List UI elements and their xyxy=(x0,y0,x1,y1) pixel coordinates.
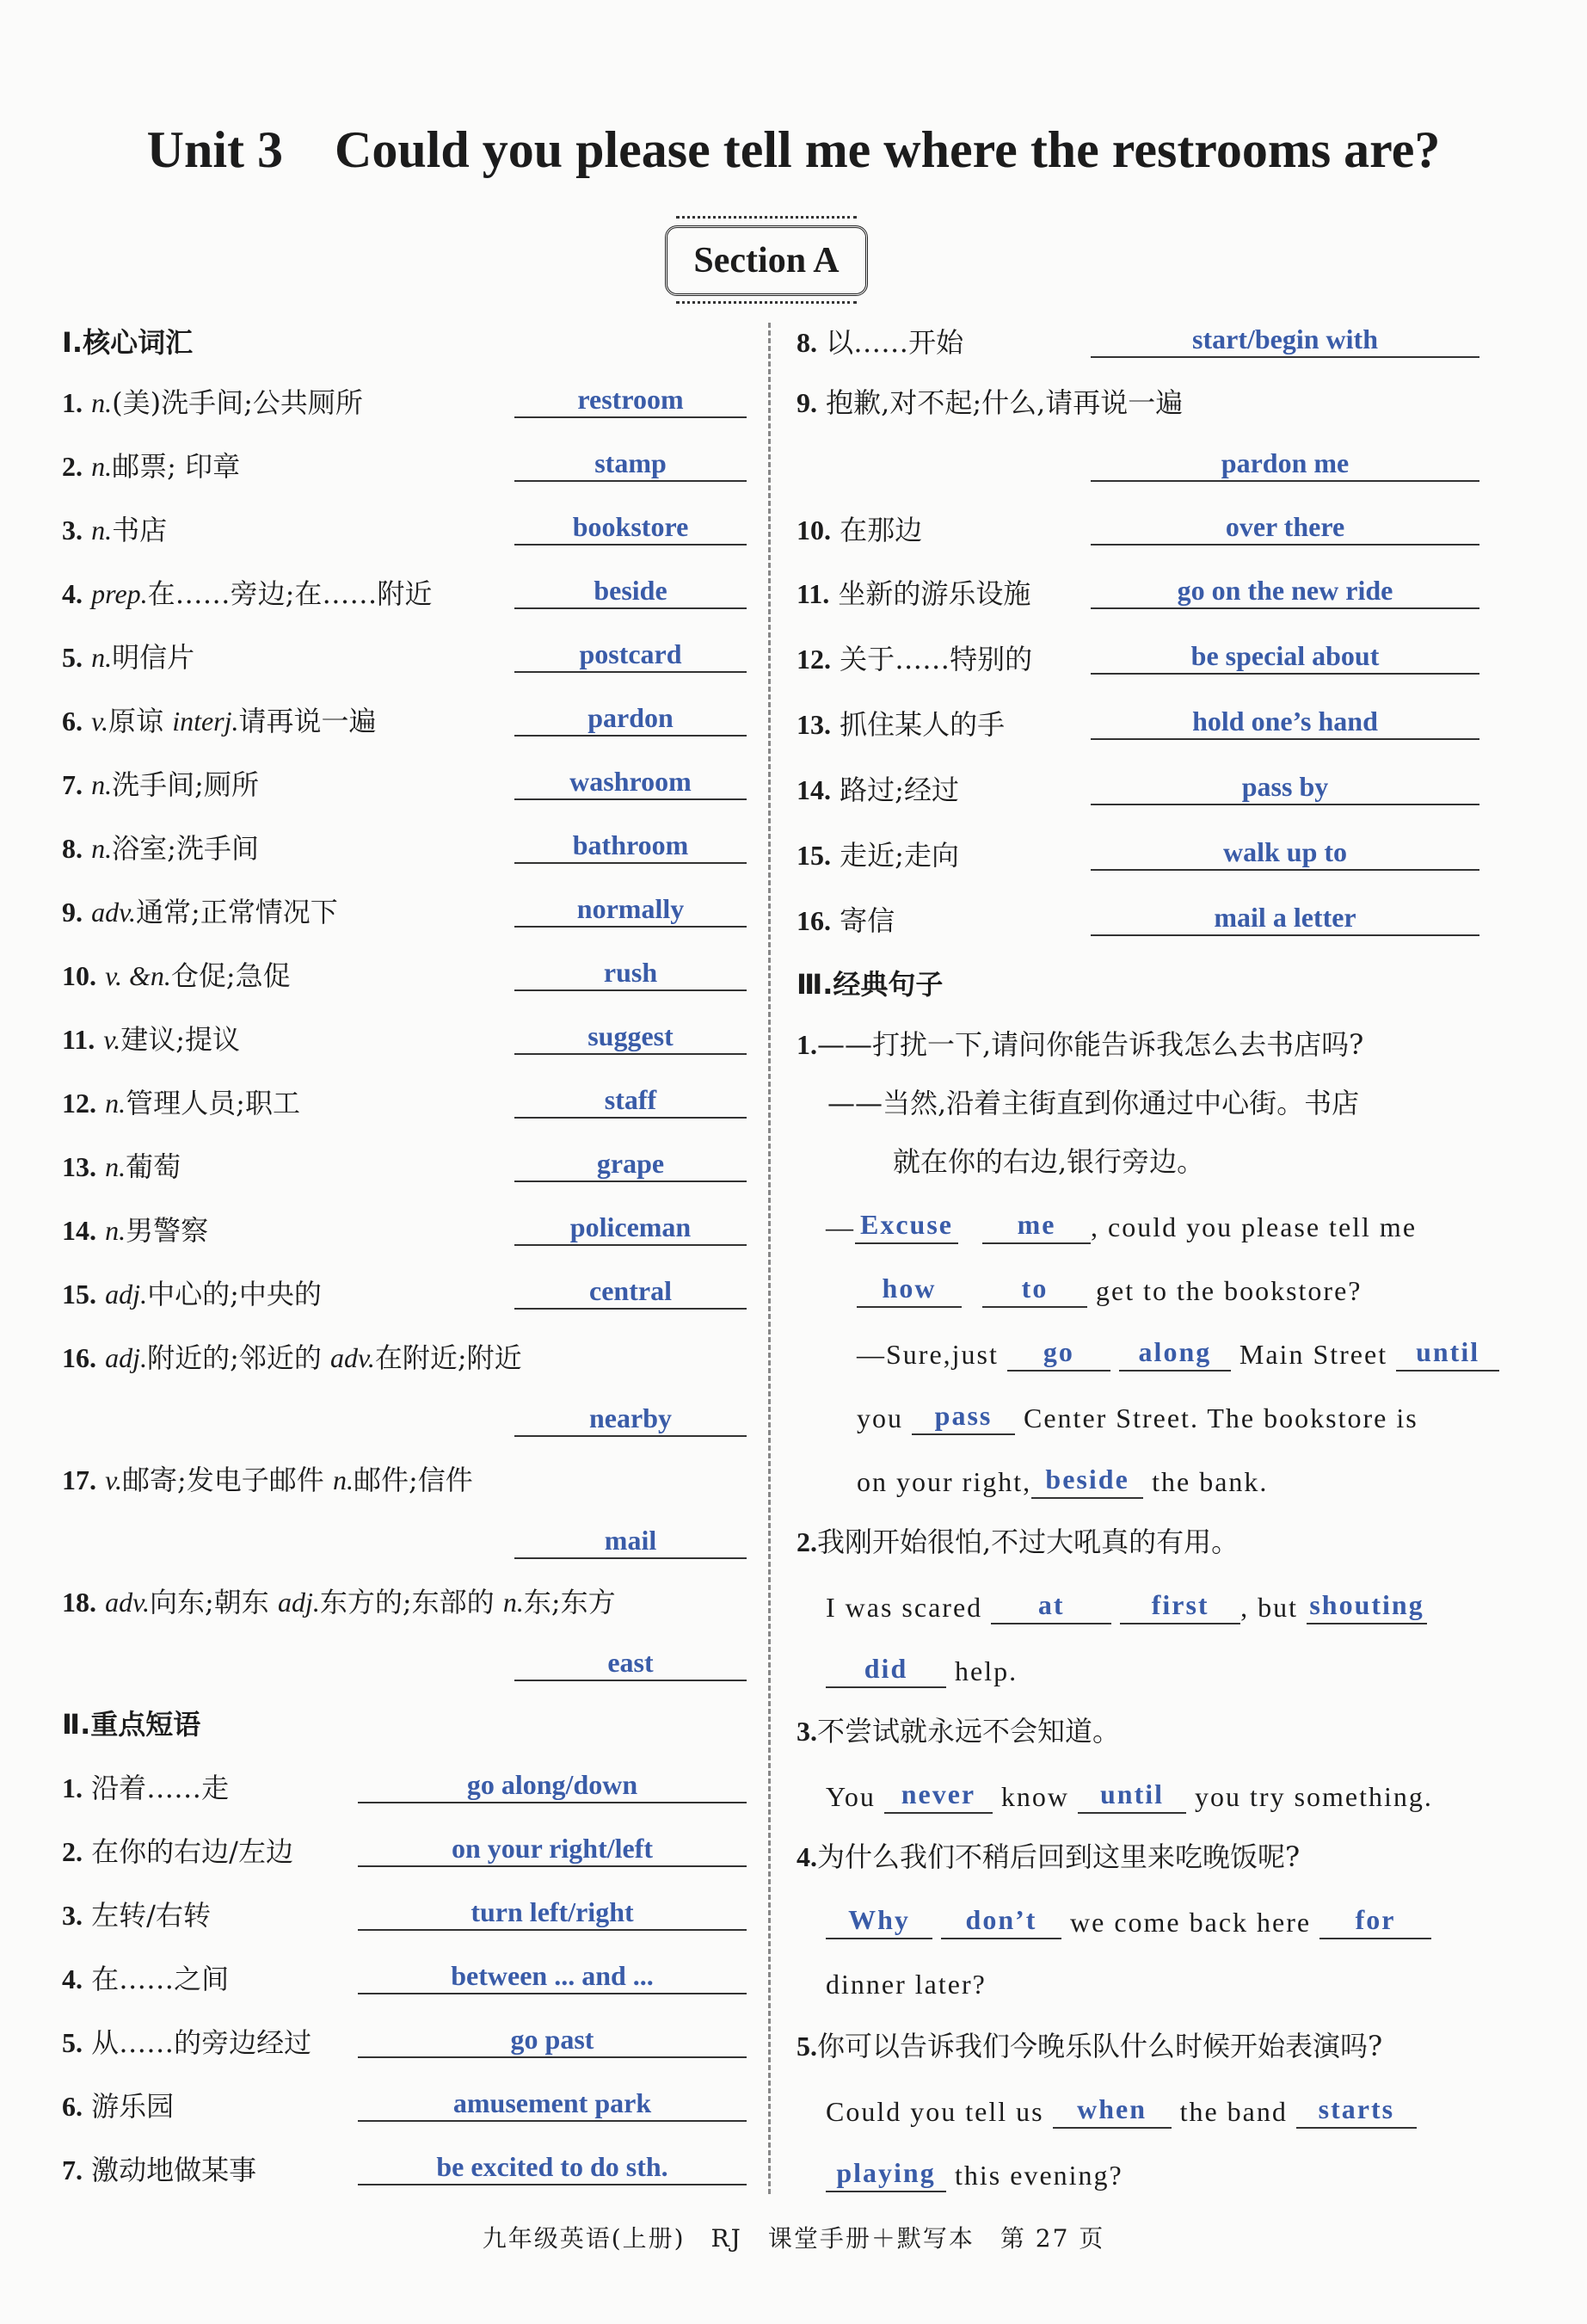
vocab-item: 4. prep.在……旁边;在……附近 xyxy=(62,577,433,610)
unit-label: Unit 3 xyxy=(146,121,283,178)
vocab-item: 5. n.明信片 xyxy=(62,641,195,674)
sentence-en: Why don’t we come back here for xyxy=(826,1903,1431,1939)
vocab-answer[interactable]: washroom xyxy=(514,764,747,800)
sentence-en: you pass Center Street. The bookstore is xyxy=(857,1400,1418,1433)
vocab-answer[interactable]: east xyxy=(514,1645,747,1681)
sentence-en: — Excuse me , could you please tell me xyxy=(826,1209,1418,1242)
phrase-item: 4. 在……之间 xyxy=(62,1963,230,1995)
phrase-answer[interactable]: amusement park xyxy=(358,2086,747,2122)
sentence-en: I was scared at first , but shouting xyxy=(826,1588,1427,1624)
vocab-answer[interactable]: stamp xyxy=(514,446,747,482)
sentence-answer[interactable]: Why xyxy=(826,1903,932,1939)
vocab-answer[interactable]: beside xyxy=(514,573,747,609)
sentence-answer[interactable]: me xyxy=(982,1208,1091,1244)
vocab-item: 18. adv.向东;朝东 adj.东方的;东部的 n.东;东方 xyxy=(62,1586,616,1618)
phrase-answer[interactable]: start/begin with xyxy=(1091,322,1479,358)
phrase-answer[interactable]: on your right/left xyxy=(358,1831,747,1867)
sentence-answer[interactable]: first xyxy=(1120,1588,1240,1624)
sentence-answer[interactable]: pass xyxy=(912,1399,1015,1435)
vocab-answer[interactable]: nearby xyxy=(514,1401,747,1437)
phrase-item: 12. 关于……特别的 xyxy=(797,643,1033,675)
sentence-en: You never know until you try something. xyxy=(826,1778,1433,1812)
phrase-item: 15. 走近;走向 xyxy=(797,839,959,872)
phrase-answer[interactable]: be special about xyxy=(1091,638,1479,675)
vocab-item: 17. v.邮寄;发电子邮件 n.邮件;信件 xyxy=(62,1464,473,1496)
sentence-answer[interactable]: go xyxy=(1007,1335,1110,1372)
phrase-answer[interactable]: pardon me xyxy=(1091,446,1479,482)
sentence-zh: 就在你的右边,银行旁边。 xyxy=(893,1145,1205,1178)
phrase-item: 10. 在那边 xyxy=(797,514,923,546)
sentence-en: playing this evening? xyxy=(826,2156,1123,2192)
sentence-answer[interactable]: until xyxy=(1396,1335,1499,1372)
sentence-answer[interactable]: beside xyxy=(1031,1463,1143,1499)
vocab-item: 2. n.邮票; 印章 xyxy=(62,450,241,483)
sentence-answer[interactable]: did xyxy=(826,1652,946,1688)
sentence-en: did help. xyxy=(826,1652,1018,1688)
section-badge: Section A xyxy=(665,225,868,296)
phrase-item: 5. 从……的旁边经过 xyxy=(62,2026,312,2059)
phrase-item: 14. 路过;经过 xyxy=(797,774,959,806)
vocab-item: 9. adv.通常;正常情况下 xyxy=(62,896,338,928)
sentence-answer[interactable]: don’t xyxy=(941,1903,1061,1939)
vocab-item: 7. n.洗手间;厕所 xyxy=(62,768,259,801)
part3-heading: Ⅲ.经典句子 xyxy=(797,968,944,1001)
vocab-item: 1. n.(美)洗手间;公共厕所 xyxy=(62,386,363,419)
phrase-answer[interactable]: go on the new ride xyxy=(1091,573,1479,609)
sentence-zh: 2.我刚开始很怕,不过大吼真的有用。 xyxy=(797,1526,1239,1558)
phrase-item: 8. 以……开始 xyxy=(797,326,964,359)
sentence-zh: 1.——打扰一下,请问你能告诉我怎么去书店吗? xyxy=(797,1028,1364,1061)
sentence-en: Could you tell us when the band starts xyxy=(826,2093,1417,2129)
page-title xyxy=(0,120,1587,180)
part1-heading: Ⅰ.核心词汇 xyxy=(62,326,194,359)
phrase-item: 6. 游乐园 xyxy=(62,2090,175,2123)
vocab-answer[interactable]: bathroom xyxy=(514,828,747,864)
phrase-item: 11. 坐新的游乐设施 xyxy=(797,577,1031,610)
vocab-item: 12. n.管理人员;职工 xyxy=(62,1087,300,1119)
phrase-item: 2. 在你的右边/左边 xyxy=(62,1835,293,1868)
sentence-answer[interactable]: at xyxy=(991,1588,1111,1624)
phrase-item: 3. 左转/右转 xyxy=(62,1899,211,1932)
phrase-answer[interactable]: go past xyxy=(358,2022,747,2058)
phrase-answer[interactable]: be excited to do sth. xyxy=(358,2149,747,2185)
vocab-answer[interactable]: rush xyxy=(514,955,747,991)
phrase-item: 1. 沿着……走 xyxy=(62,1772,230,1804)
sentence-answer[interactable]: Excuse xyxy=(855,1208,958,1244)
phrase-item: 13. 抓住某人的手 xyxy=(797,708,1006,741)
phrase-answer[interactable]: turn left/right xyxy=(358,1895,747,1931)
sentence-answer[interactable]: never xyxy=(884,1778,993,1814)
sentence-answer[interactable]: to xyxy=(982,1272,1087,1308)
sentence-en: how to get to the bookstore? xyxy=(857,1272,1362,1308)
vocab-item: 14. n.男警察 xyxy=(62,1214,209,1247)
sentence-answer[interactable]: until xyxy=(1078,1778,1186,1814)
part2-heading: Ⅱ.重点短语 xyxy=(62,1708,201,1741)
sentence-answer[interactable]: playing xyxy=(826,2156,946,2192)
sentence-answer[interactable]: along xyxy=(1119,1335,1231,1372)
column-divider xyxy=(768,323,771,2194)
vocab-item: 15. adj.中心的;中央的 xyxy=(62,1278,322,1310)
phrase-item: 16. 寄信 xyxy=(797,904,895,937)
phrase-answer[interactable]: between ... and ... xyxy=(358,1958,747,1994)
sentence-zh: ——当然,沿着主街直到你通过中心街。书店 xyxy=(827,1087,1360,1119)
vocab-answer[interactable]: pardon xyxy=(514,700,747,737)
sentence-en: dinner later? xyxy=(826,1969,987,2000)
sentence-answer[interactable]: starts xyxy=(1296,2093,1417,2129)
vocab-answer[interactable]: normally xyxy=(514,891,747,928)
page-footer: 九年级英语(上册) RJ 课堂手册＋默写本 第 27 页 xyxy=(482,2224,1105,2253)
vocab-answer[interactable]: central xyxy=(514,1273,747,1310)
phrase-item: 9. 抱歉,对不起;什么,请再说一遍 xyxy=(797,386,1184,419)
vocab-answer[interactable]: bookstore xyxy=(514,509,747,546)
vocab-answer[interactable]: staff xyxy=(514,1082,747,1119)
vocab-item: 6. v.原谅 interj.请再说一遍 xyxy=(62,705,377,737)
unit-title: Could you please tell me where the restrooms are? xyxy=(334,121,1441,178)
vocab-item: 8. n.浴室;洗手间 xyxy=(62,832,259,865)
vocab-item: 3. n.书店 xyxy=(62,514,168,546)
sentence-answer[interactable]: how xyxy=(857,1272,962,1308)
vocab-answer[interactable]: mail xyxy=(514,1523,747,1559)
vocab-item: 16. adj.附近的;邻近的 adv.在附近;附近 xyxy=(62,1341,522,1374)
sentence-en: on your right, beside the bank. xyxy=(857,1464,1269,1497)
phrase-answer[interactable]: mail a letter xyxy=(1091,900,1479,936)
phrase-answer[interactable]: walk up to xyxy=(1091,835,1479,871)
vocab-answer[interactable]: suggest xyxy=(514,1019,747,1055)
sentence-zh: 4.为什么我们不稍后回到这里来吃晚饭呢? xyxy=(797,1840,1301,1873)
sentence-en: —Sure,just go along Main Street until xyxy=(857,1335,1499,1372)
phrase-answer[interactable]: over there xyxy=(1091,509,1479,546)
vocab-item: 13. n.葡萄 xyxy=(62,1150,181,1183)
vocab-answer[interactable]: postcard xyxy=(514,637,747,673)
phrase-answer[interactable]: hold one’s hand xyxy=(1091,704,1479,740)
vocab-item: 10. v. &n.仓促;急促 xyxy=(62,959,291,992)
phrase-answer[interactable]: go along/down xyxy=(358,1767,747,1803)
phrase-answer[interactable]: pass by xyxy=(1091,769,1479,805)
sentence-answer[interactable]: for xyxy=(1319,1903,1431,1939)
sentence-zh: 3.不尝试就永远不会知道。 xyxy=(797,1715,1121,1748)
sentence-zh: 5.你可以告诉我们今晚乐队什么时候开始表演吗? xyxy=(797,2030,1383,2062)
sentence-answer[interactable]: when xyxy=(1053,2093,1172,2129)
vocab-item: 11. v.建议;提议 xyxy=(62,1023,241,1056)
vocab-answer[interactable]: restroom xyxy=(514,382,747,418)
sentence-answer[interactable]: shouting xyxy=(1307,1588,1427,1624)
vocab-answer[interactable]: policeman xyxy=(514,1210,747,1246)
phrase-item: 7. 激动地做某事 xyxy=(62,2154,257,2186)
vocab-answer[interactable]: grape xyxy=(514,1146,747,1182)
